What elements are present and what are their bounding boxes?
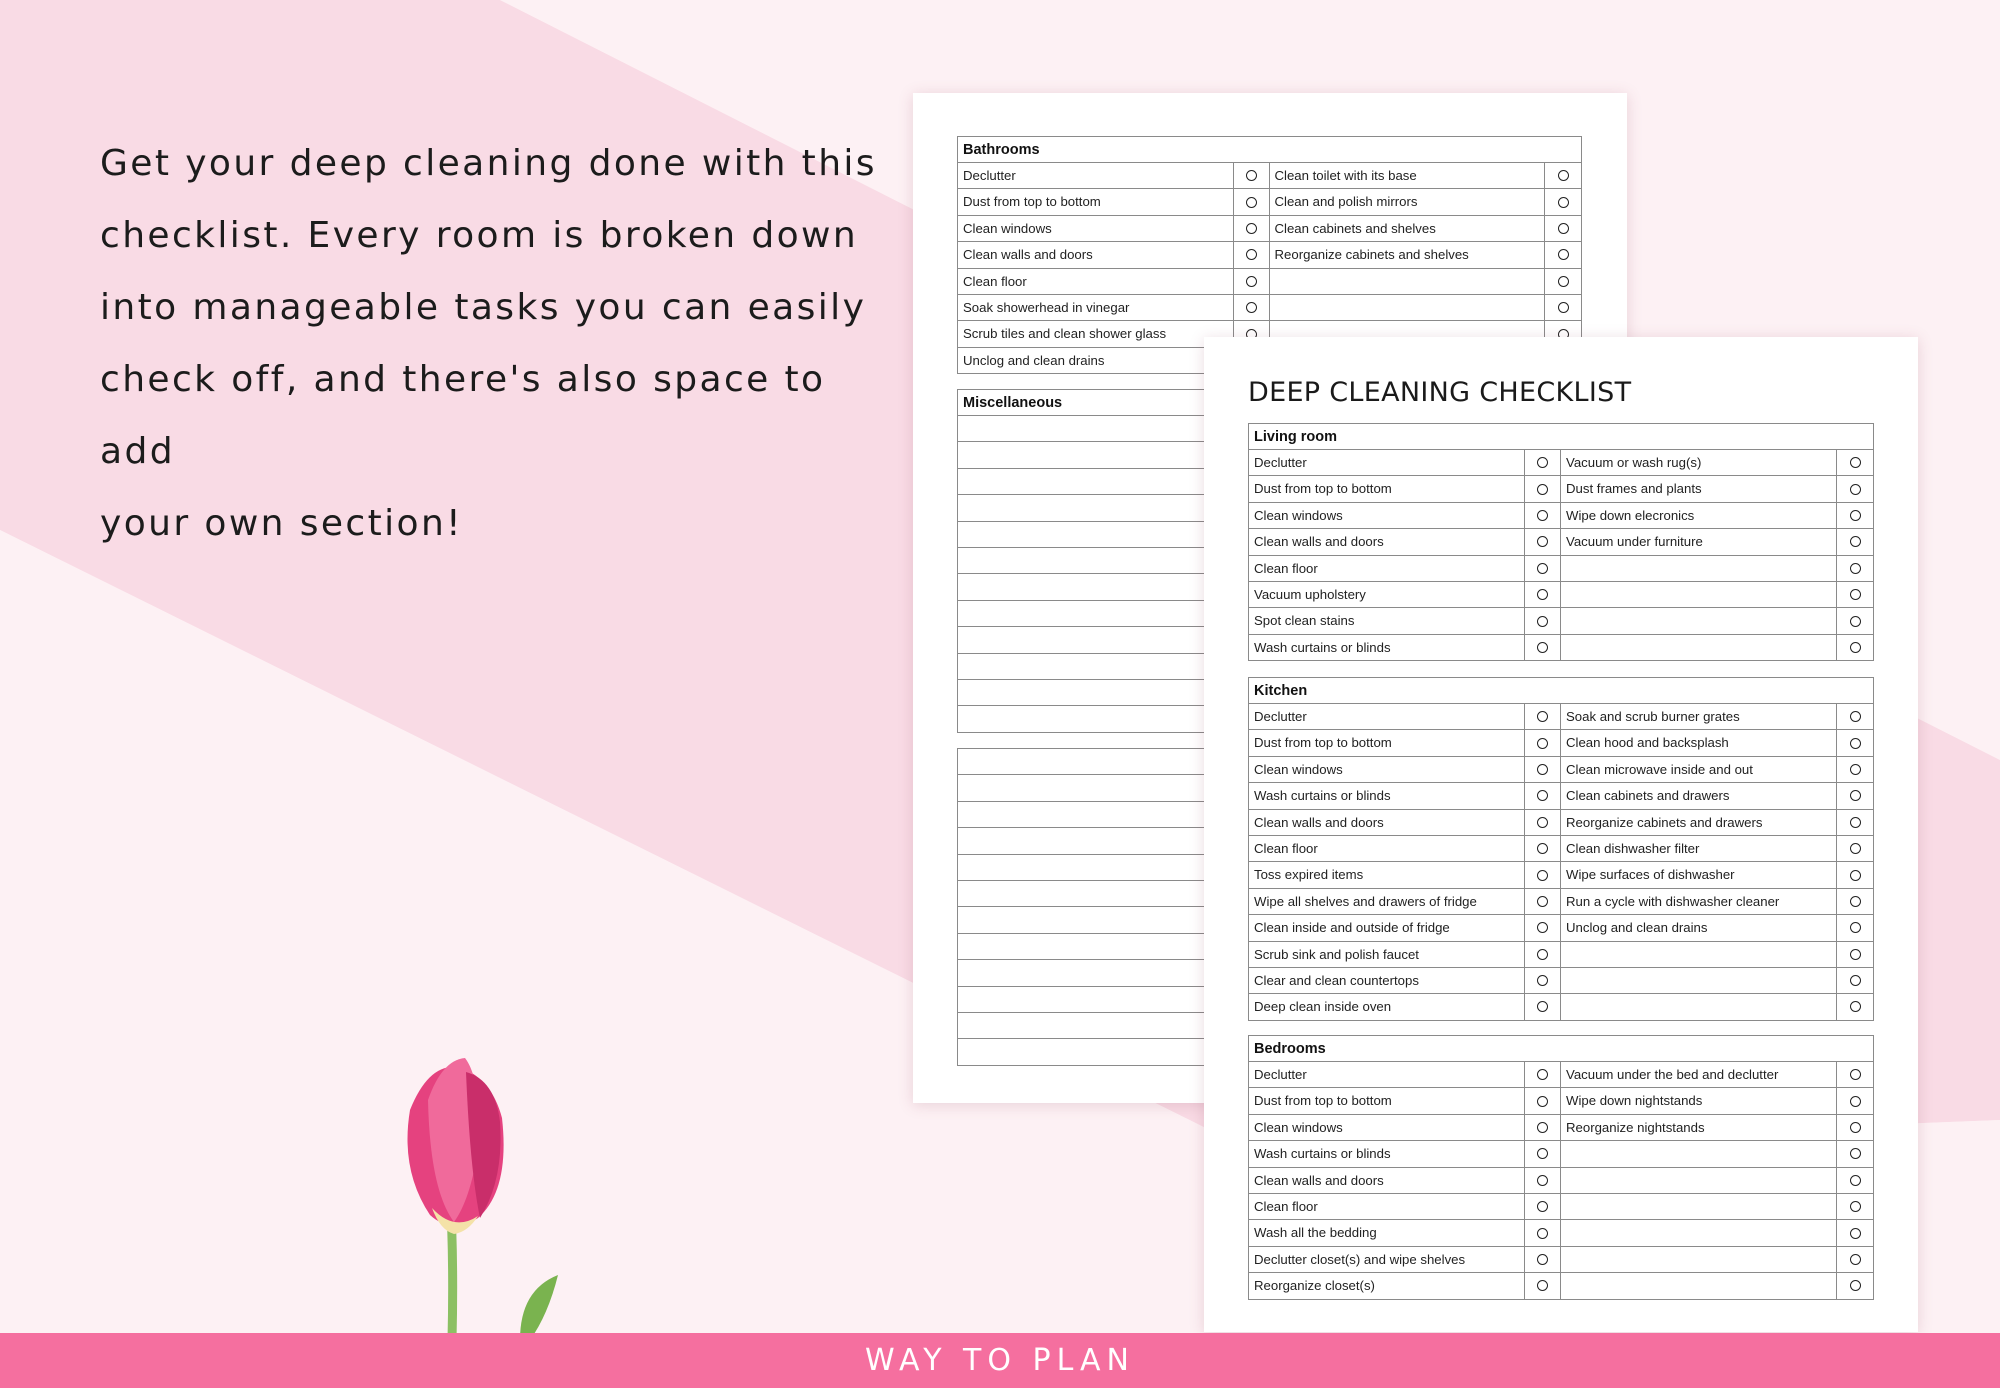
task-label (1561, 1141, 1836, 1166)
task-label: Clean walls and doors (963, 247, 1093, 263)
task-label: Unclog and clean drains (1566, 920, 1708, 936)
task-label: Clean microwave inside and out (1566, 761, 1753, 777)
task-label: Clean hood and backsplash (1566, 735, 1729, 751)
checkbox[interactable] (1524, 476, 1561, 501)
circle-checkbox-icon (1850, 790, 1861, 801)
tulip-flower-image (370, 1040, 590, 1340)
checklist-row (1249, 529, 1873, 555)
task-label (1561, 994, 1836, 1019)
checkbox[interactable] (1836, 1115, 1873, 1140)
circle-checkbox-icon (1850, 1148, 1861, 1159)
checklist-row (1249, 503, 1873, 529)
checklist-row (1249, 1168, 1873, 1194)
checkbox[interactable] (1836, 730, 1873, 755)
circle-checkbox-icon (1850, 616, 1861, 627)
checkbox[interactable] (1524, 810, 1561, 835)
checkbox[interactable] (1524, 1194, 1561, 1219)
task-label: Clean and polish mirrors (1274, 194, 1418, 210)
checkbox[interactable] (1836, 889, 1873, 914)
checkbox[interactable] (1524, 582, 1561, 607)
circle-checkbox-icon (1537, 616, 1548, 627)
task-label: Declutter closet(s) and wipe shelves (1254, 1251, 1466, 1267)
task-label: Dust from top to bottom (1254, 735, 1392, 751)
circle-checkbox-icon (1558, 276, 1569, 287)
checklist-row (1249, 704, 1873, 730)
task-label: Scrub tiles and clean shower glass (963, 326, 1167, 342)
section-title: Bathrooms (958, 137, 1581, 163)
checkbox[interactable] (1836, 476, 1873, 501)
task-label: Clean dishwasher filter (1566, 840, 1700, 856)
task-label: Wipe down elecronics (1566, 507, 1695, 523)
checkbox[interactable] (1524, 1088, 1561, 1113)
task-label (1561, 635, 1836, 660)
task-label: Vacuum under the bed and declutter (1566, 1067, 1779, 1082)
checklist-row (1249, 889, 1873, 915)
checkbox[interactable] (1524, 529, 1561, 554)
circle-checkbox-icon (1537, 536, 1548, 547)
circle-checkbox-icon (1850, 949, 1861, 960)
checklist-row (1249, 1273, 1873, 1299)
circle-checkbox-icon (1537, 1001, 1548, 1012)
task-label: Vacuum upholstery (1254, 586, 1366, 602)
checklist-row (1249, 1088, 1873, 1114)
task-label: Wipe down nightstands (1566, 1093, 1703, 1109)
circle-checkbox-icon (1537, 738, 1548, 749)
intro-line: Get your deep cleaning done with this (100, 143, 877, 184)
checkbox[interactable] (1233, 216, 1270, 241)
circle-checkbox-icon (1850, 536, 1861, 547)
checkbox[interactable] (1524, 836, 1561, 861)
circle-checkbox-icon (1537, 457, 1548, 468)
checklist-row (1249, 942, 1873, 968)
task-label (1270, 269, 1545, 294)
checklist-row (1249, 1194, 1873, 1220)
checkbox[interactable] (1544, 242, 1581, 267)
checkbox[interactable] (1836, 1247, 1873, 1272)
circle-checkbox-icon (1850, 817, 1861, 828)
checkbox[interactable] (1233, 163, 1270, 188)
task-label (1561, 968, 1836, 993)
task-label: Declutter (1254, 709, 1307, 724)
checkbox[interactable] (1836, 582, 1873, 607)
circle-checkbox-icon (1850, 1201, 1861, 1212)
task-label (1561, 608, 1836, 633)
task-label: Clean floor (1254, 560, 1318, 576)
circle-checkbox-icon (1537, 642, 1548, 653)
task-label: Dust from top to bottom (1254, 481, 1392, 497)
intro-line: your own section! (100, 503, 464, 544)
section-title: Miscellaneous (958, 390, 1581, 416)
circle-checkbox-icon (1537, 949, 1548, 960)
circle-checkbox-icon (1246, 249, 1257, 260)
checkbox[interactable] (1524, 994, 1561, 1019)
circle-checkbox-icon (1537, 510, 1548, 521)
checklist-page-front (1204, 337, 1918, 1332)
task-label: Unclog and clean drains (963, 352, 1105, 368)
checklist-row (1249, 994, 1873, 1020)
circle-checkbox-icon (1537, 1201, 1548, 1212)
checkbox[interactable] (1544, 189, 1581, 214)
checkbox[interactable] (1524, 889, 1561, 914)
checkbox[interactable] (1836, 503, 1873, 528)
task-label: Clean windows (963, 220, 1052, 236)
circle-checkbox-icon (1850, 870, 1861, 881)
checkbox[interactable] (1524, 704, 1561, 729)
task-label: Clean walls and doors (1254, 1172, 1384, 1188)
checkbox[interactable] (1524, 556, 1561, 581)
task-label: Wipe all shelves and drawers of fridge (1254, 893, 1477, 909)
task-label: Wash curtains or blinds (1254, 788, 1391, 804)
checkbox[interactable] (1836, 942, 1873, 967)
circle-checkbox-icon (1537, 1280, 1548, 1291)
circle-checkbox-icon (1246, 197, 1257, 208)
checkbox[interactable] (1836, 757, 1873, 782)
circle-checkbox-icon (1558, 249, 1569, 260)
task-label: Clean toilet with its base (1274, 168, 1417, 183)
circle-checkbox-icon (1558, 302, 1569, 313)
task-label: Declutter (1254, 1067, 1307, 1082)
section-bedrooms (1248, 1035, 1874, 1300)
checkbox[interactable] (1524, 1273, 1561, 1298)
checkbox[interactable] (1524, 1141, 1561, 1166)
task-label (1561, 1168, 1836, 1193)
checklist-row (1249, 1141, 1873, 1167)
checkbox[interactable] (1836, 968, 1873, 993)
circle-checkbox-icon (1850, 563, 1861, 574)
checklist-row (1249, 608, 1873, 634)
checkbox[interactable] (1524, 1115, 1561, 1140)
task-label: Declutter (963, 168, 1016, 183)
checklist-row (1249, 757, 1873, 783)
checklist-row (1249, 1220, 1873, 1246)
checkbox[interactable] (1233, 295, 1270, 320)
task-label: Clean windows (1254, 507, 1343, 523)
circle-checkbox-icon (1246, 223, 1257, 234)
checkbox[interactable] (1836, 810, 1873, 835)
checkbox[interactable] (1544, 269, 1581, 294)
circle-checkbox-icon (1850, 642, 1861, 653)
checklist-row (1249, 582, 1873, 608)
circle-checkbox-icon (1850, 738, 1861, 749)
checkbox[interactable] (1836, 1168, 1873, 1193)
task-label: Deep clean inside oven (1254, 999, 1392, 1015)
checkbox[interactable] (1836, 704, 1873, 729)
task-label (1561, 1220, 1836, 1245)
circle-checkbox-icon (1537, 790, 1548, 801)
circle-checkbox-icon (1537, 1228, 1548, 1239)
checkbox[interactable] (1836, 783, 1873, 808)
checkbox[interactable] (1544, 163, 1581, 188)
checkbox[interactable] (1233, 189, 1270, 214)
circle-checkbox-icon (1537, 975, 1548, 986)
circle-checkbox-icon (1558, 170, 1569, 181)
task-label: Run a cycle with dishwasher cleaner (1566, 893, 1780, 909)
task-label: Reorganize cabinets and drawers (1566, 814, 1763, 830)
checkbox[interactable] (1524, 915, 1561, 940)
task-label: Soak and scrub burner grates (1566, 709, 1740, 724)
checkbox[interactable] (1524, 450, 1561, 475)
task-label: Clear and clean countertops (1254, 972, 1419, 988)
checklist-row (1249, 476, 1873, 502)
section-rows (1249, 1062, 1873, 1300)
checklist-row (1249, 836, 1873, 862)
checkbox[interactable] (1836, 915, 1873, 940)
circle-checkbox-icon (1537, 1175, 1548, 1186)
circle-checkbox-icon (1537, 1148, 1548, 1159)
circle-checkbox-icon (1850, 764, 1861, 775)
intro-text (100, 128, 900, 560)
task-label (1561, 556, 1836, 581)
circle-checkbox-icon (1537, 922, 1548, 933)
checkbox[interactable] (1233, 242, 1270, 267)
task-label: Clean inside and outside of fridge (1254, 920, 1450, 936)
circle-checkbox-icon (1850, 843, 1861, 854)
checklist-row (958, 295, 1581, 321)
task-label (1561, 942, 1836, 967)
circle-checkbox-icon (1850, 1254, 1861, 1265)
circle-checkbox-icon (1537, 1096, 1548, 1107)
checkbox[interactable] (1836, 608, 1873, 633)
task-label: Scrub sink and polish faucet (1254, 946, 1419, 962)
checklist-row (958, 269, 1581, 295)
task-label: Clean windows (1254, 761, 1343, 777)
checklist-row (1249, 635, 1873, 661)
checkbox[interactable] (1524, 1062, 1561, 1087)
intro-line: into manageable tasks you can easily (100, 287, 867, 328)
circle-checkbox-icon (1537, 870, 1548, 881)
task-label: Wipe surfaces of dishwasher (1566, 867, 1735, 883)
checklist-row (1249, 810, 1873, 836)
circle-checkbox-icon (1850, 896, 1861, 907)
circle-checkbox-icon (1537, 711, 1548, 722)
checkbox[interactable] (1524, 608, 1561, 633)
task-label: Wash curtains or blinds (1254, 1146, 1391, 1162)
checkbox[interactable] (1544, 295, 1581, 320)
task-label: Clean cabinets and shelves (1274, 220, 1436, 236)
section-title: Living room (1249, 424, 1873, 450)
task-label: Clean walls and doors (1254, 534, 1384, 550)
circle-checkbox-icon (1850, 1001, 1861, 1012)
task-label: Soak showerhead in vinegar (963, 299, 1130, 315)
task-label: Clean cabinets and drawers (1566, 788, 1730, 804)
task-label: Clean floor (1254, 840, 1318, 856)
checklist-row (958, 216, 1581, 242)
checkbox[interactable] (1524, 730, 1561, 755)
circle-checkbox-icon (1246, 276, 1257, 287)
section-rows (1249, 704, 1873, 1021)
checkbox[interactable] (1524, 1247, 1561, 1272)
checklist-row (1249, 862, 1873, 888)
section-rows (1249, 450, 1873, 661)
circle-checkbox-icon (1850, 1096, 1861, 1107)
section-living-room (1248, 423, 1874, 661)
circle-checkbox-icon (1537, 484, 1548, 495)
circle-checkbox-icon (1537, 1069, 1548, 1080)
task-label: Vacuum or wash rug(s) (1566, 455, 1702, 470)
checklist-row (958, 242, 1581, 268)
checkbox[interactable] (1836, 556, 1873, 581)
circle-checkbox-icon (1558, 223, 1569, 234)
task-label: Clean floor (963, 273, 1027, 289)
checkbox[interactable] (1836, 1273, 1873, 1298)
circle-checkbox-icon (1537, 896, 1548, 907)
circle-checkbox-icon (1850, 457, 1861, 468)
circle-checkbox-icon (1850, 711, 1861, 722)
circle-checkbox-icon (1558, 197, 1569, 208)
circle-checkbox-icon (1537, 589, 1548, 600)
footer-bar (0, 1333, 2000, 1388)
circle-checkbox-icon (1537, 843, 1548, 854)
task-label: Reorganize nightstands (1566, 1119, 1705, 1135)
circle-checkbox-icon (1850, 1069, 1861, 1080)
checkbox[interactable] (1524, 862, 1561, 887)
task-label: Reorganize closet(s) (1254, 1278, 1375, 1294)
checkbox[interactable] (1836, 994, 1873, 1019)
circle-checkbox-icon (1246, 302, 1257, 313)
section-title: Kitchen (1249, 678, 1873, 704)
task-label: Clean floor (1254, 1198, 1318, 1214)
checkbox[interactable] (1836, 1062, 1873, 1087)
task-label: Dust from top to bottom (963, 194, 1101, 210)
checkbox[interactable] (1836, 1088, 1873, 1113)
checklist-row (958, 163, 1581, 189)
task-label: Clean windows (1254, 1119, 1343, 1135)
circle-checkbox-icon (1850, 975, 1861, 986)
checklist-row (1249, 730, 1873, 756)
checkbox[interactable] (1524, 968, 1561, 993)
intro-line: checklist. Every room is broken down (100, 215, 859, 256)
checkbox[interactable] (1524, 757, 1561, 782)
circle-checkbox-icon (1246, 170, 1257, 181)
task-label: Wash all the bedding (1254, 1225, 1377, 1241)
section-kitchen (1248, 677, 1874, 1021)
circle-checkbox-icon (1850, 484, 1861, 495)
checkbox[interactable] (1524, 635, 1561, 660)
brand-name: WAY TO PLAN (864, 1343, 1135, 1378)
checklist-title: DEEP CLEANING CHECKLIST (1248, 377, 1632, 408)
circle-checkbox-icon (1850, 1175, 1861, 1186)
checklist-row (1249, 968, 1873, 994)
checkbox[interactable] (1836, 529, 1873, 554)
section-title: Bedrooms (1249, 1036, 1873, 1062)
checklist-row (1249, 783, 1873, 809)
checklist-row (958, 189, 1581, 215)
task-label: Toss expired items (1254, 867, 1364, 883)
task-label: Vacuum under furniture (1566, 534, 1703, 550)
task-label (1561, 1194, 1836, 1219)
checkbox[interactable] (1233, 269, 1270, 294)
checkbox[interactable] (1524, 503, 1561, 528)
checkbox[interactable] (1524, 942, 1561, 967)
checkbox[interactable] (1836, 1194, 1873, 1219)
checklist-row (1249, 556, 1873, 582)
circle-checkbox-icon (1850, 589, 1861, 600)
circle-checkbox-icon (1537, 1122, 1548, 1133)
checkbox[interactable] (1524, 1220, 1561, 1245)
task-label: Declutter (1254, 455, 1307, 470)
task-label: Spot clean stains (1254, 613, 1355, 629)
task-label: Wash curtains or blinds (1254, 639, 1391, 655)
checklist-row (1249, 1115, 1873, 1141)
checkbox[interactable] (1836, 1220, 1873, 1245)
checklist-row (1249, 450, 1873, 476)
checkbox[interactable] (1544, 216, 1581, 241)
task-label (1561, 1273, 1836, 1298)
circle-checkbox-icon (1850, 922, 1861, 933)
circle-checkbox-icon (1537, 764, 1548, 775)
checklist-row (1249, 915, 1873, 941)
checkbox[interactable] (1836, 1141, 1873, 1166)
checklist-row (1249, 1062, 1873, 1088)
circle-checkbox-icon (1850, 1122, 1861, 1133)
checkbox[interactable] (1836, 635, 1873, 660)
checkbox[interactable] (1524, 1168, 1561, 1193)
circle-checkbox-icon (1537, 563, 1548, 574)
circle-checkbox-icon (1850, 510, 1861, 521)
circle-checkbox-icon (1537, 1254, 1548, 1265)
checkbox[interactable] (1524, 783, 1561, 808)
checkbox[interactable] (1836, 836, 1873, 861)
task-label: Dust from top to bottom (1254, 1093, 1392, 1109)
task-label (1270, 295, 1545, 320)
circle-checkbox-icon (1850, 1228, 1861, 1239)
circle-checkbox-icon (1537, 817, 1548, 828)
task-label: Dust frames and plants (1566, 481, 1702, 497)
checkbox[interactable] (1836, 450, 1873, 475)
task-label: Reorganize cabinets and shelves (1274, 247, 1469, 263)
checkbox[interactable] (1836, 862, 1873, 887)
intro-line: check off, and there's also space to add (100, 359, 826, 472)
circle-checkbox-icon (1850, 1280, 1861, 1291)
task-label (1561, 1247, 1836, 1272)
task-label (1561, 582, 1836, 607)
task-label: Clean walls and doors (1254, 814, 1384, 830)
checklist-row (1249, 1247, 1873, 1273)
